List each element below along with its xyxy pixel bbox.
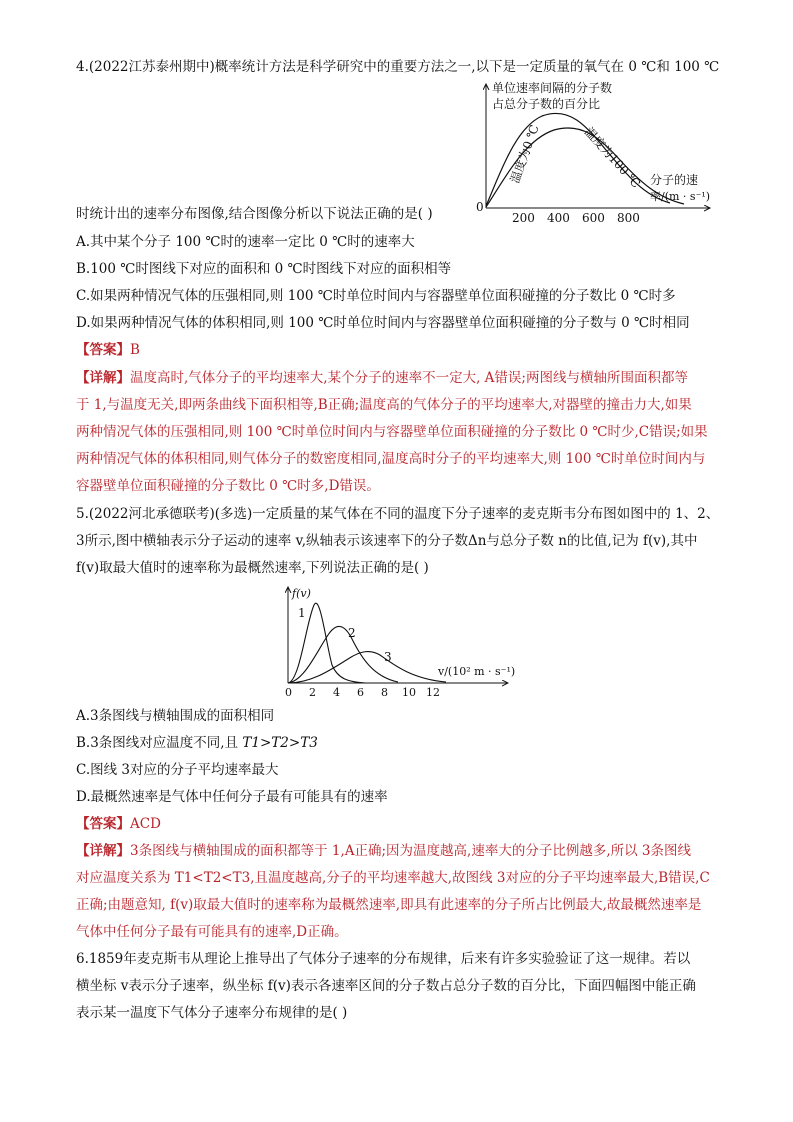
q4-curve-label-100c: 温度为100 ℃: [581, 124, 644, 191]
q4-answer-label: 【答案】: [76, 342, 130, 358]
q4-tick-400: 400: [547, 211, 570, 225]
q4-detail-line5: 容器壁单位面积碰撞的分子数比 0 ℃时多,D错误。: [76, 478, 380, 494]
q5-curve-3: [288, 652, 446, 683]
q4-option-b: B.100 ℃时图线下对应的面积和 0 ℃时图线下对应的面积相等: [76, 261, 452, 277]
q5-tick-4: 4: [333, 686, 340, 699]
q5-option-b-text: B.3条图线对应温度不同,且: [76, 735, 243, 751]
q4-xlabel-1: 分子的速: [650, 173, 699, 187]
q5-stem-line1: 5.(2022河北承德联考)(多选)一定质量的某气体在不同的温度下分子速率的麦克斯韦分布图如图中的 1、2、: [76, 506, 720, 522]
q4-detail-label: 【详解】: [76, 370, 130, 386]
q5-option-b-formula: T1>T2>T3: [242, 735, 318, 751]
q5-detail-label: 【详解】: [76, 843, 130, 859]
q4-detail-line4: 两种情况气体的体积相同,则气体分子的数密度相同,温度高时分子的平均速率大,则 100 ℃时单位时间内与: [76, 451, 706, 467]
q4-tick-600: 600: [582, 211, 605, 225]
q5-answer-label: 【答案】: [76, 816, 130, 832]
q5-curve-label-3: 3: [384, 650, 392, 664]
q4-stem-line1: 4.(2022江苏泰州期中)概率统计方法是科学研究中的重要方法之一,以下是一定质量的氧气在 0 ℃和 100 ℃: [76, 59, 720, 75]
q5-tick-8: 8: [381, 686, 388, 699]
q4-detail-line2: 于 1,与温度无关,即两条曲线下面积相等,B正确;温度高的气体分子的平均速率大,对器壁的撞击力大,如果: [76, 397, 692, 413]
q5-tick-6: 6: [357, 686, 364, 699]
q4-option-a: A.其中某个分子 100 ℃时的速率一定比 0 ℃时的速率大: [76, 234, 415, 250]
q5-answer-value: ACD: [130, 816, 161, 832]
q5-option-c: C.图线 3对应的分子平均速率最大: [76, 762, 279, 778]
q5-option-b: [76, 733, 318, 753]
q5-option-d: D.最概然速率是气体中任何分子最有可能具有的速率: [76, 789, 388, 805]
q4-xlabel-2: 率/(m · s⁻¹): [650, 190, 711, 203]
q5-tick-10: 10: [402, 686, 416, 699]
q4-detail-text1: 温度高时,气体分子的平均速率大,某个分子的速率不一定大, A错误;两图线与横轴所围面积都等: [130, 370, 688, 386]
q5-detail-line1: [76, 841, 691, 861]
q4-detail-line3: 两种情况气体的压强相同,则 100 ℃时单位时间内与容器壁单位面积碰撞的分子数比 0 ℃时少,C错误;如果: [76, 424, 708, 440]
q4-detail-line1: [76, 368, 688, 388]
q6-stem-line1: 6.1859年麦克斯韦从理论上推导出了气体分子速率的分布规律，后来有许多实验验证了这一规律。若以: [76, 951, 691, 967]
q5-curve-label-2: 2: [348, 626, 356, 640]
q4-curve-label-0c: 温度为0 ℃: [507, 123, 542, 186]
q5-answer: [76, 814, 161, 834]
q5-option-a: A.3条图线与横轴围成的面积相同: [76, 708, 275, 724]
q4-stem-line2: 时统计出的速率分布图像,结合图像分析以下说法正确的是( ): [76, 206, 433, 222]
q5-detail-line2: 对应温度关系为 T1<T2<T3,且温度越高,分子的平均速率越大,故图线 3对应的分子平均速率最大,B错误,C: [76, 870, 710, 886]
q5-detail-line3: 正确;由题意知, f(v)取最大值时的速率称为最概然速率,即具有此速率的分子所占比例最大,故最概然速率是: [76, 897, 702, 913]
q4-tick-200: 200: [512, 211, 535, 225]
q5-detail-text1: 3条图线与横轴围成的面积都等于 1,A正确;因为温度越高,速率大的分子比例越多,所以 3条图线: [130, 843, 692, 859]
q6-stem-line3: 表示某一温度下气体分子速率分布规律的是( ): [76, 1005, 348, 1021]
q4-ylabel-1: 单位速率间隔的分子数: [492, 81, 613, 95]
q5-curve-2: [288, 626, 398, 683]
q4-answer-value: B: [130, 342, 140, 358]
q5-stem-line3: f(v)取最大值时的速率称为最概然速率,下列说法正确的是( ): [76, 560, 429, 576]
q4-curve-0c: [486, 113, 670, 206]
q5-maxwell-distribution-figure: [276, 583, 516, 701]
q4-option-d: D.如果两种情况气体的体积相同,则 100 ℃时单位时间内与容器壁单位面积碰撞的分子数与 0 ℃时相同: [76, 315, 690, 331]
q6-stem-line2: 横坐标 v表示分子速率，纵坐标 f(v)表示各速率区间的分子数占总分子数的百分比，下面四幅图中能正确: [76, 978, 696, 994]
q4-speed-distribution-figure: [470, 78, 720, 228]
q5-tick-12: 12: [426, 686, 440, 699]
q4-answer: [76, 340, 140, 360]
q4-ylabel-2: 占总分子数的百分比: [492, 97, 601, 111]
q5-stem-line2: 3所示,图中横轴表示分子运动的速率 v,纵轴表示该速率下的分子数Δn与总分子数 n的比值,记为 f(v),其中: [76, 533, 698, 549]
q4-tick-800: 800: [617, 211, 640, 225]
q5-origin: 0: [285, 686, 292, 699]
q5-ylabel: f(v): [292, 587, 311, 600]
q5-tick-2: 2: [309, 686, 316, 699]
q5-detail-line4: 气体中任何分子最有可能具有的速率,D正确。: [76, 924, 348, 940]
q4-option-c: C.如果两种情况气体的压强相同,则 100 ℃时单位时间内与容器壁单位面积碰撞的分子数比 0 ℃时多: [76, 288, 676, 304]
q5-xlabel: v/(10² m · s⁻¹): [438, 665, 516, 678]
q4-origin: 0: [476, 200, 484, 214]
q5-curve-label-1: 1: [298, 606, 306, 620]
